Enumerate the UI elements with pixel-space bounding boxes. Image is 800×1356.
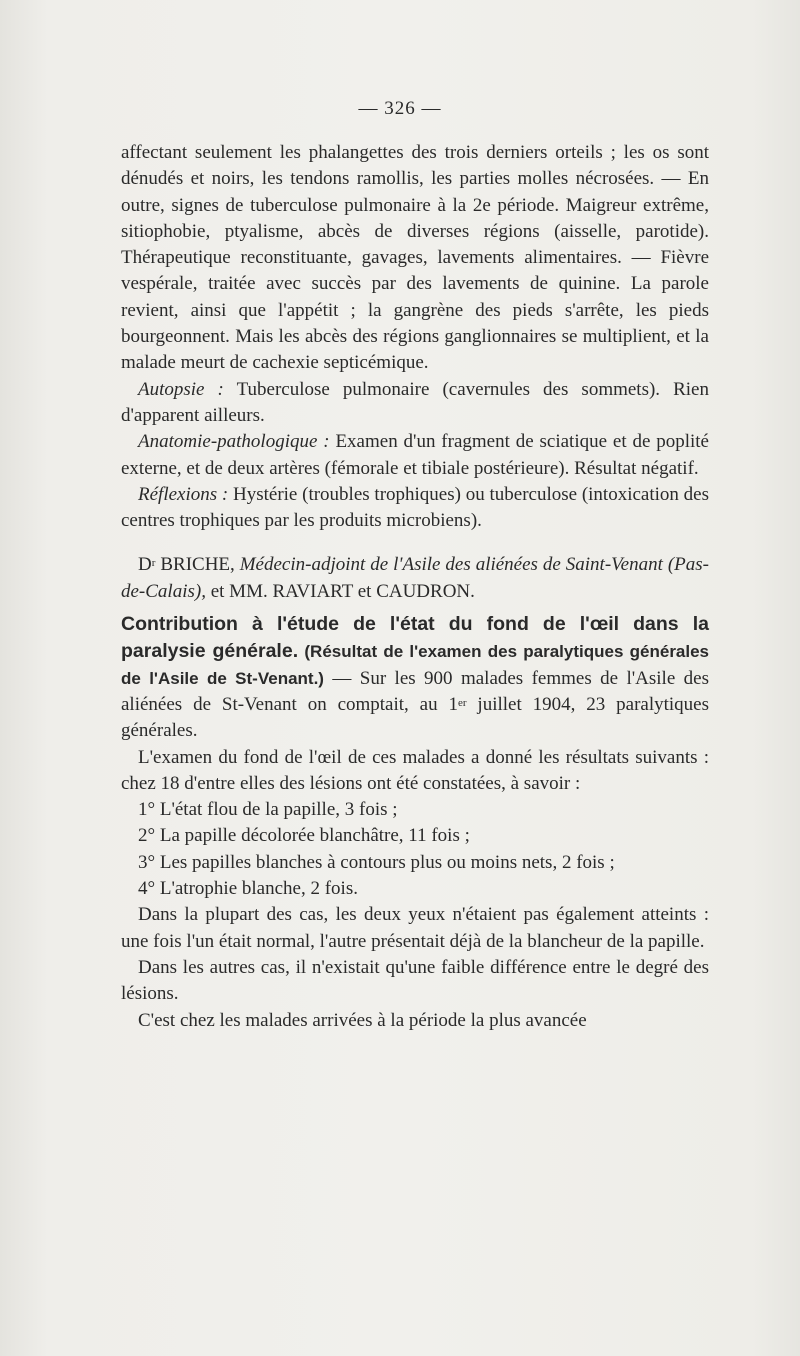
coauthors: et MM. RAVIART et CAUDRON. [205, 580, 475, 602]
reflexions-text: Hystérie (troubles trophiques) ou tuberculose (intoxication des centres trophiques par les produits microbiens). [121, 483, 710, 532]
author-line [121, 552, 709, 605]
anatomy-text: Examen d'un fragment de sciatique et de poplité externe, et de deux artères (fémorale et tibiale postérieure). Résultat négatif. [121, 431, 709, 479]
autopsy-label: Autopsie : [138, 378, 224, 400]
intro-text-a: — Sur les 900 malades femmes de l'Asile des aliénées de St-Venant on comptait, au 1 [121, 667, 709, 715]
text-body [121, 140, 709, 1034]
intro-text-b: juillet 1904, 23 paralytiques générales. [121, 693, 709, 742]
list-item: 4° L'atrophie blanche, 2 fois. [138, 878, 358, 900]
page-number: — 326 — [358, 98, 442, 119]
intro-sup: er [458, 696, 467, 709]
article-title: Contribution à l'étude de l'état du fond de l'œil dans la paralysie générale. [121, 613, 709, 663]
anatomy-paragraph [121, 429, 709, 482]
author-prefix: D [138, 554, 152, 576]
other-cases-paragraph: Dans les autres cas, il n'existait qu'une faible différence entre le degré des lésions. [121, 956, 709, 1005]
article-paragraph [121, 611, 709, 744]
findings-list [121, 797, 709, 902]
list-item: 2° La papille décolorée blanchâtre, 11 fois ; [138, 825, 470, 847]
author-role: Médecin-adjoint de l'Asile des aliénées de Saint-Venant (Pas-de-Calais), [121, 554, 709, 602]
most-cases-paragraph: Dans la plupart des cas, les deux yeux n'étaient pas également atteints : une fois l'un était normal, l'autre présentait déjà de la blancheur de la papille. [121, 904, 709, 952]
autopsy-paragraph [121, 377, 709, 430]
autopsy-text: Tuberculose pulmonaire (cavernules des sommets). Rien d'apparent ailleurs. [121, 378, 709, 426]
anatomy-label: Anatomie-pathologique : [138, 431, 330, 453]
author-sup: r [151, 557, 156, 570]
list-item: 1° L'état flou de la papille, 3 fois ; [138, 799, 398, 821]
author-name: BRICHE, [155, 554, 240, 576]
reflexions-paragraph [121, 482, 709, 535]
case-paragraph: affectant seulement les phalangettes des trois derniers orteils ; les os sont dénudés et noirs, les tendons ramollis, les parties molles nécrosées. — En outre, signes de tuberculose pulmonaire à la 2e période. Maigreur extrême, sitiophobie, ptyalisme, abcès de diverses régions (aisselle, parotide). Thérapeutique reconstituante, gavages, lavements alimentaires. — Fièvre vespérale, traitée avec succès par des lavements de quinine. La parole revient, ainsi que l'appétit ; la gangrène des pieds s'arrête, les pieds bourgeonnent. Mais les abcès des régions ganglionnaires se multiplient, et la malade meurt de cachexie septicémique. [121, 142, 709, 374]
last-paragraph: C'est chez les malades arrivées à la période la plus avancée [138, 1009, 587, 1031]
reflexions-label: Réflexions : [138, 483, 229, 505]
exam-paragraph: L'examen du fond de l'œil de ces malades a donné les résultats suivants : chez 18 d'entre elles des lésions ont été constatées, à savoir : [121, 746, 709, 794]
list-item: 3° Les papilles blanches à contours plus ou moins nets, 2 fois ; [138, 851, 615, 873]
article-subtitle: (Résultat de l'examen des paralytiques générales de l'Asile de St-Venant.) [121, 642, 710, 688]
